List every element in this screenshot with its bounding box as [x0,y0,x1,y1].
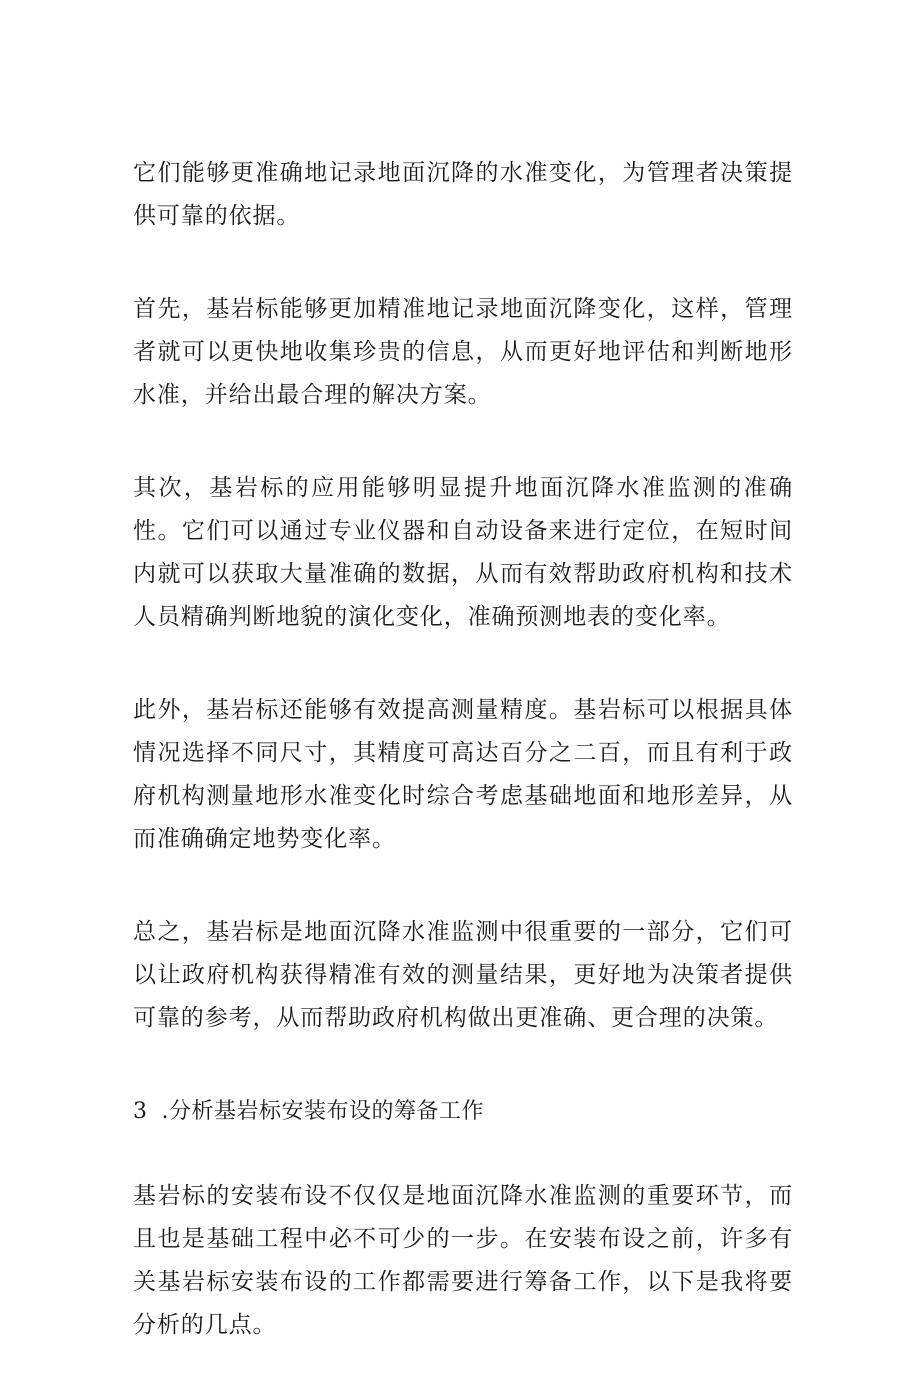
paragraph-conclusion: 总之，基岩标是地面沉降水准监测中很重要的一部分，它们可以让政府机构获得精准有效的测量结果，更好地为决策者提供可靠的参考，从而帮助政府机构做出更准确、更合理的决策。 [133,919,793,1031]
paragraph-reliable-basis: 它们能够更准确地记录地面沉降的水准变化，为管理者决策提供可靠的依据。 [133,160,793,229]
paragraph-second-point: 其次，基岩标的应用能够明显提升地面沉降水准监测的准确性。它们可以通过专业仪器和自动设备来进行定位，在短时间内就可以获取大量准确的数据，从而有效帮助政府机构和技术人员精确判断地貌的演化变化，准确预测地表的变化率。 [133,475,793,630]
section-heading [133,1090,793,1133]
paragraph-first-point: 首先，基岩标能够更加精准地记录地面沉降变化，这样，管理者就可以更快地收集珍贵的信息，从而更好地评估和判断地形水准，并给出最合理的解决方案。 [133,296,793,408]
paragraph-additional-point: 此外，基岩标还能够有效提高测量精度。基岩标可以根据具体情况选择不同尺寸，其精度可高达百分之二百，而且有利于政府机构测量地形水准变化时综合考虑基础地面和地形差异，从而准确确定地势变化率。 [133,697,793,852]
section-number: 3 [133,1099,148,1124]
document-body [133,152,793,1397]
paragraph-section-intro: 基岩标的安装布设不仅仅是地面沉降水准监测的重要环节，而且也是基础工程中必不可少的一步。在安装布设之前，许多有关基岩标安装布设的工作都需要进行筹备工作，以下是我将要分析的几点。 [133,1183,793,1338]
section-title: .分析基岩标安装布设的筹备工作 [161,1099,484,1124]
